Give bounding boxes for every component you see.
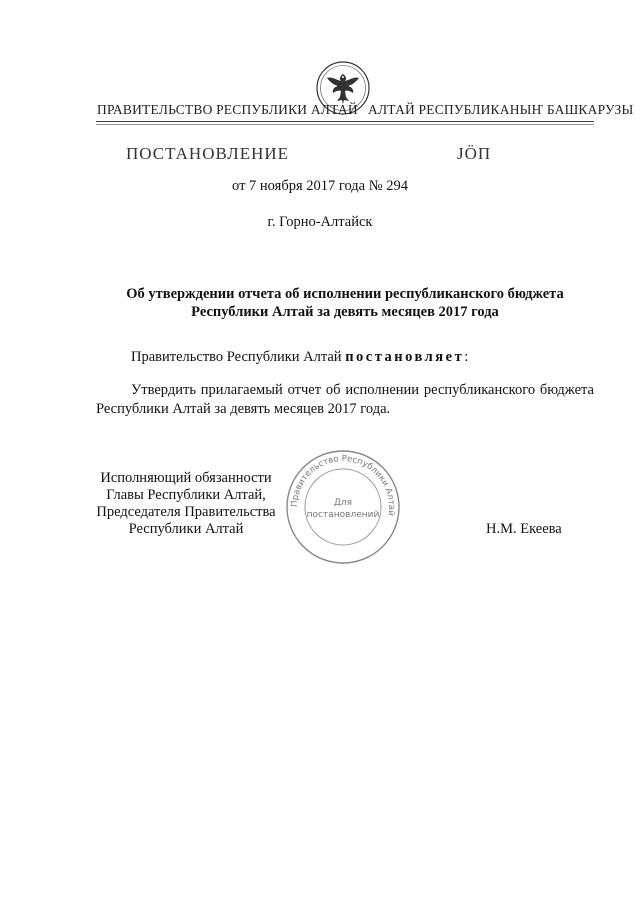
header-divider-thin [96,124,594,125]
decree-verb: постановляет [345,349,465,365]
document-date-number: от 7 ноября 2017 года № 294 [232,178,408,194]
header-divider [96,121,594,122]
official-stamp-icon [283,447,403,567]
decree-line [131,349,468,366]
decree-colon: : [464,349,469,365]
document-city: г. Горно-Алтайск [267,214,373,230]
decree-lead: Правительство Республики Алтай [131,349,342,365]
document-title-line2: Республики Алтай за девять месяцев 2017 года [191,304,499,320]
government-name-altai: АЛТАЙ РЕСПУБЛИКАНЫҤ БАШКАРУЗЫ [368,102,634,117]
document-type-altai: ЈÖП [457,144,492,163]
signer-name: Н.М. Екеева [486,521,562,537]
signer-title [80,470,292,538]
decree-body: Утвердить прилагаемый отчет об исполнении республиканского бюджета Республики Алтай за девять месяцев 2017 года. [96,382,594,417]
signer-title-line3: Председателя Правительства [96,504,276,520]
document-title [96,285,594,321]
government-name-russian: ПРАВИТЕЛЬСТВО РЕСПУБЛИКИ АЛТАЙ [97,102,358,117]
document-title-line1: Об утверждении отчета об исполнении республиканского бюджета [126,286,564,302]
stamp-center-line1: Для [333,498,353,508]
stamp-center-line2: постановлений [306,510,380,520]
document-type-russian: ПОСТАНОВЛЕНИЕ [126,144,290,163]
signer-title-line4: Республики Алтай [128,521,244,537]
stamp-ring-text: Правительство Республики Алтай [289,453,397,517]
signer-title-line1: Исполняющий обязанности [100,470,272,486]
signer-title-line2: Главы Республики Алтай, [106,487,266,503]
